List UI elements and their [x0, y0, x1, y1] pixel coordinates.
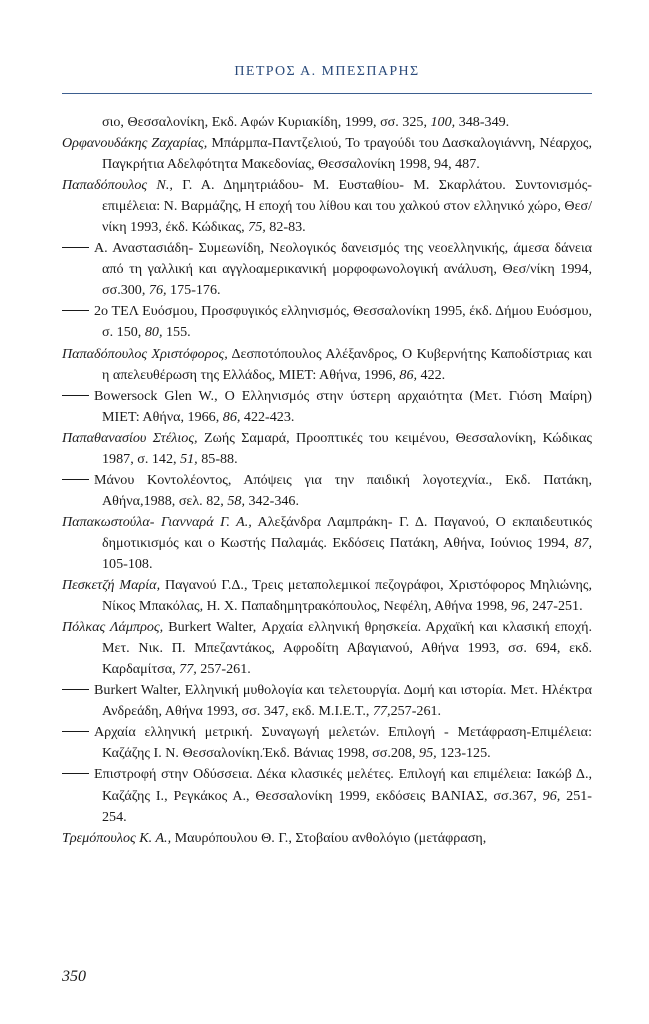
italic-text: 76, [148, 282, 167, 299]
entry-text: Bowersock Glen W., Ο Ελληνισμός στην ύστερη αρχαιότητα (Μετ. Γιόση Μαίρη) ΜΙΕΤ: Αθήνα, 1966, [94, 387, 592, 425]
entry-text: 257-261. [390, 703, 442, 720]
italic-text: 75, [248, 219, 266, 236]
bibliography-entry [62, 575, 592, 617]
italic-text: 86, [222, 408, 241, 425]
entry-continuation [62, 112, 592, 133]
bibliography-entry [62, 617, 592, 680]
ditto-dash [62, 764, 94, 785]
italic-text: Παπακωστούλα- Γιανναρά Γ. Α., [62, 513, 252, 530]
italic-text: 51, [180, 450, 198, 467]
entry-text: 348-349. [455, 114, 510, 130]
ditto-dash [62, 470, 94, 491]
bibliography-entry [62, 828, 592, 849]
entry-text: 82-83. [265, 219, 306, 236]
ditto-dash [62, 301, 94, 322]
italic-text: Τρεμόπουλος Κ. Α., [62, 829, 172, 846]
entry-text: 105-108. [102, 555, 153, 572]
italic-text: Παπαδόπουλος Ν., [62, 177, 173, 194]
entry-text: Burkert Walter, Ελληνική μυθολογία και τελετουργία. Δομή και ιστορία. Μετ. Ηλέκτρα Ανδρεάδη, Αθήνα 1993, σσ. 347, εκδ. Μ.Ι.Ε.Τ., [94, 682, 592, 720]
entry-text: Μαυρόπουλου Θ. Γ., Στοβαίου ανθολόγιο (μετάφραση, [171, 829, 487, 846]
bibliography-entry [62, 238, 592, 301]
bibliography-entry [62, 301, 592, 343]
entry-text: Burkert Walter, Αρχαία ελληνική θρησκεία. Αρχαϊκή και κλασική εποχή. Μετ. Νικ. Π. Μπεζαντάκος, Αφροδίτη Αβαγιανού, Αθήνα 1993, σσ. 694, εκδ. Καρδαμίτσα, [102, 619, 592, 678]
ditto-dash [62, 722, 94, 743]
entry-text: 247-251. [528, 598, 583, 615]
bibliography-entry [62, 764, 592, 827]
italic-text: Παπαθανασίου Στέλιος, [62, 429, 198, 446]
italic-text: Ορφανουδάκης Ζαχαρίας, [62, 135, 208, 152]
bibliography-entry [62, 680, 592, 722]
italic-text: 86, [399, 366, 418, 383]
entry-text: 422. [417, 366, 446, 383]
entry-text: σιο, Θεσσαλονίκη, Εκδ. Αφών Κυριακίδη, 1999, σσ. 325, [102, 114, 431, 130]
italic-text: Πεσκετζή Μαρία, [62, 577, 161, 594]
entry-text: 251-254. [102, 787, 592, 825]
italic-text: 77, [372, 703, 391, 720]
bibliography-entry [62, 175, 592, 238]
entry-text: Αλεξάνδρα Λαμπράκη- Γ. Δ. Παγανού, Ο εκπαιδευτικός δημοτικισμός και ο Κωστής Παλαμάς. Εκδόσεις Πατάκη, Αθήνα, Ιούνιος 1994, [102, 513, 592, 551]
italic-text: 96, [542, 787, 561, 804]
entry-text: Γ. Α. Δημητριάδου- Μ. Ευσταθίου- Μ. Σκαρλάτου. Συντονισμός- επιμέλεια: Ν. Βαρμάζης, Η εποχή του λίθου και του χαλκού στον ελληνικό χώρο, Θεσ/νίκη 1993, έκδ. Κώδικας, [102, 177, 592, 236]
italic-text: 58, [227, 492, 245, 509]
bibliography-entry [62, 722, 592, 764]
italic-text: 77, [179, 661, 197, 678]
entry-text: Δεσποτόπουλος Αλέξανδρος, Ο Κυβερνήτης Καποδίστριας και η απελευθέρωση της Ελλάδος, ΜΙΕΤ: Αθήνα, 1996, [102, 345, 592, 383]
italic-text: 100, [430, 114, 456, 130]
ditto-dash [62, 238, 94, 259]
italic-text: 96, [510, 598, 529, 615]
bibliography-entry [62, 512, 592, 575]
entry-text: 257-261. [196, 661, 251, 678]
entry-text: 85-88. [197, 450, 238, 467]
entry-text: Επιστροφή στην Οδύσσεια. Δέκα κλασικές μελέτες. Επιλογή και επιμέλεια: Ιακώβ Δ., Καζάζης Ι., Ρεγκάκος Α., Θεσσαλονίκη 1999, εκδόσεις ΒΑΝΙΑΣ, σσ.367, [94, 766, 592, 804]
italic-text: 80, [144, 324, 163, 341]
entry-text: Παγανού Γ.Δ., Τρεις μεταπολεμικοί πεζογράφοι, Χριστόφορος Μηλιώνης, Νίκος Μπακόλας, Η. Χ. Παπαδημητρακόπουλος, Νεφέλη, Αθήνα 1998, [102, 577, 592, 615]
ditto-dash [62, 386, 94, 407]
entry-text: 123-125. [436, 745, 491, 762]
entry-text: 155. [162, 324, 191, 341]
running-head: ΠΕΤΡΟΣ Α. ΜΠΕΣΠΑΡΗΣ [234, 64, 420, 79]
bibliography-entry [62, 386, 592, 428]
entry-text: 342-346. [244, 492, 300, 509]
bibliography-entry [62, 470, 592, 512]
bibliography-entry [62, 133, 592, 175]
ditto-dash [62, 680, 94, 701]
italic-text: Πόλκας Λάμπρος, [62, 619, 164, 636]
entry-text: Α. Αναστασιάδη- Συμεωνίδη, Νεολογικός δανεισμός της νεοελληνικής, άμεσα δάνεια από τη γαλλική και αγγλοαμερικανική μορφοφωνολογική ανάλυση, Θεσ/νίκη 1994, σσ.300, [94, 240, 592, 299]
page-number: 350 [62, 968, 86, 985]
bibliography-entry [62, 344, 592, 386]
italic-text: 87, [574, 534, 592, 551]
entry-text: 175-176. [166, 282, 221, 299]
entry-text: Μπάρμπα-Παντζελιού, Το τραγούδι του Δασκαλογιάννη, Νέαρχος, Παγκρήτια Αδελφότητα Μακεδονίας, Θεσσαλονίκη 1998, 94, 487. [102, 135, 592, 173]
entry-text: Ζωής Σαμαρά, Προοπτικές του κειμένου, Θεσσαλονίκη, Κώδικας 1987, σ. 142, [102, 429, 592, 467]
header-rule [62, 93, 592, 94]
entry-text: 422-423. [240, 408, 295, 425]
bibliography-list [62, 112, 592, 849]
italic-text: 95, [419, 745, 437, 762]
italic-text: Παπαδόπουλος Χριστόφορος, [62, 345, 228, 362]
bibliography-entry [62, 428, 592, 470]
entry-text: Αρχαία ελληνική μετρική. Συναγωγή μελετών. Επιλογή - Μετάφραση-Επιμέλεια: Καζάζης Ι. Ν. Θεσσαλονίκη.Έκδ. Βάνιας 1998, σσ.208, [94, 724, 592, 762]
entry-text: 2ο ΤΕΛ Ευόσμου, Προσφυγικός ελληνισμός, Θεσσαλονίκη 1995, έκδ. Δήμου Ευόσμου, σ. 150, [94, 303, 592, 341]
entry-text: Μάνου Κοντολέοντος, Απόψεις για την παιδική λογοτεχνία., Εκδ. Πατάκη, Αθήνα,1988, σελ. 82, [94, 471, 592, 509]
